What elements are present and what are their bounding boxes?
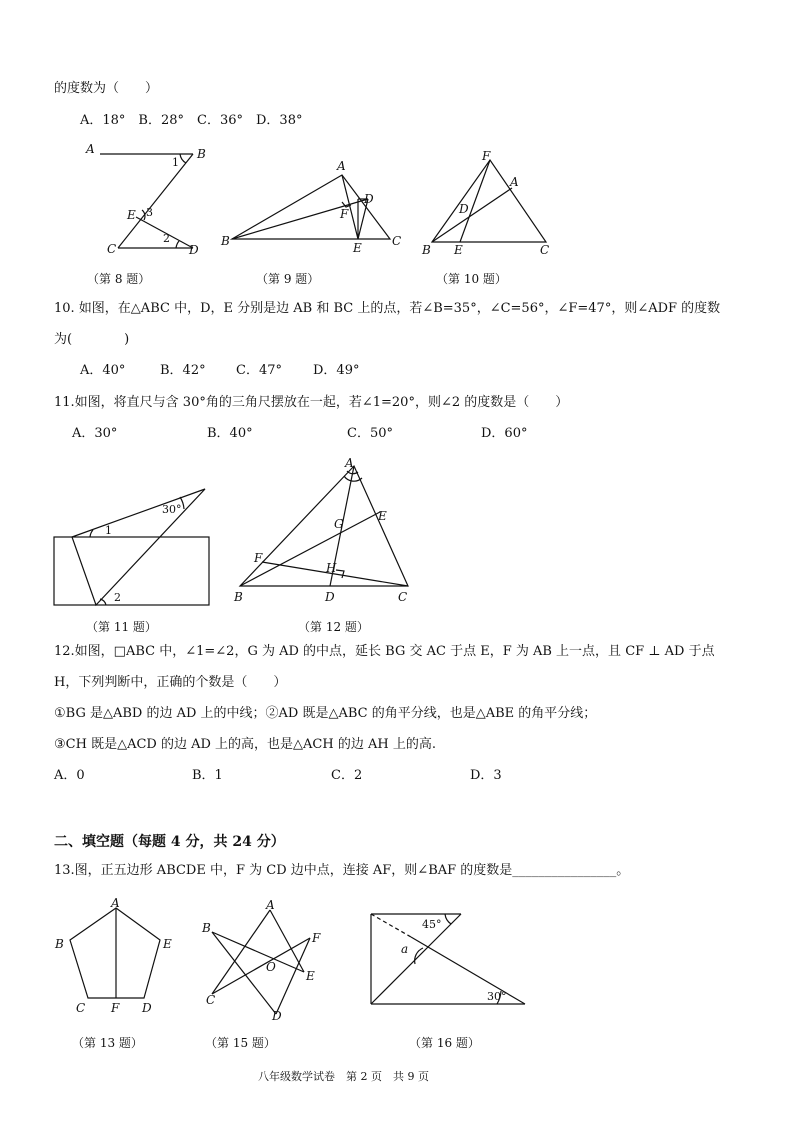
fig8-label-3: 3 [146, 206, 153, 219]
q10-stem-line2: 为( ) [54, 332, 130, 347]
figure-16 [365, 908, 535, 1008]
figure-9 [218, 155, 408, 255]
fig12-label-b: B [234, 590, 243, 604]
fig13-label-b: B [55, 937, 64, 951]
q10-option-c: C．47° [236, 363, 282, 378]
fig11-label-2: 2 [114, 591, 121, 604]
fig15-caption: （第 15 题） [205, 1036, 276, 1050]
fig11-label-1: 1 [105, 524, 112, 537]
fig13-caption: （第 13 题） [72, 1036, 143, 1050]
fig9-caption: （第 9 题） [256, 272, 320, 286]
fig16-label-a: a [401, 942, 409, 956]
q12-stem-line1: 12.如图，□ABC 中，∠1=∠2，G 为 AD 的中点，延长 BG 交 AC 于点 E，F 为 AB 上一点，且 CF ⊥ AD 于点 [54, 644, 715, 659]
fig8-caption: （第 8 题） [87, 272, 151, 286]
q12-option-c: C．2 [331, 768, 363, 783]
fig9-label-d: D [364, 192, 374, 206]
fig15-label-a: A [266, 898, 275, 912]
page-footer: 八年级数学试卷 第 2 页 共 9 页 [258, 1070, 429, 1083]
fig13-label-f: F [111, 1001, 120, 1015]
q11-option-d: D．60° [481, 426, 528, 441]
q10-stem-line1: 10. 如图，在△ABC 中，D，E 分别是边 AB 和 BC 上的点，若∠B=35°，∠C=56°，∠F=47°，则∠ADF 的度数 [54, 301, 721, 316]
q11-option-b: B．40° [207, 426, 253, 441]
figure-11 [50, 485, 215, 610]
q12-option-d: D．3 [470, 768, 502, 783]
q12-option-a: A．0 [54, 768, 85, 783]
fig8-label-b: B [197, 147, 206, 161]
figure-13 [52, 894, 182, 1019]
fig16-label-30: 30° [487, 990, 507, 1003]
q11-option-a: A．30° [72, 426, 118, 441]
fig15-label-d: D [272, 1009, 282, 1023]
q12-option-b: B．1 [192, 768, 223, 783]
fig9-label-e: E [353, 241, 362, 255]
fig11-caption: （第 11 题） [86, 620, 157, 634]
q10-option-b: B．42° [160, 363, 206, 378]
fig12-label-d: D [325, 590, 335, 604]
fig12-label-g: G [334, 517, 344, 531]
fig16-label-45: 45° [422, 918, 442, 931]
fig11-label-30: 30° [162, 503, 182, 516]
fig12-label-e: E [378, 509, 387, 523]
fig9-label-a: A [337, 159, 346, 173]
fig8-label-2: 2 [163, 232, 170, 245]
fig16-caption: （第 16 题） [409, 1036, 480, 1050]
fig8-label-a: A [86, 142, 95, 156]
fig10-label-e: E [454, 243, 463, 257]
fig10-label-a: A [510, 175, 519, 189]
q9-stem-tail: 的度数为（ ） [54, 81, 159, 96]
fig12-label-h: H [326, 561, 337, 575]
q11-stem: 11.如图，将直尺与含 30°角的三角尺摆放在一起，若∠1=20°，则∠2 的度数是（ ） [54, 395, 569, 410]
fig8-label-1: 1 [172, 156, 179, 169]
fig12-label-a: A [345, 456, 354, 470]
fig15-label-o: O [266, 960, 276, 974]
figure-12 [230, 458, 420, 608]
fig9-label-b: B [221, 234, 230, 248]
section-2-title: 二、填空题（每题 4 分，共 24 分） [54, 834, 285, 850]
fig12-label-f: F [254, 551, 263, 565]
fig10-label-b: B [422, 243, 431, 257]
q9-options: A．18° B．28° C．36° D．38° [80, 113, 303, 128]
fig8-label-c: C [107, 242, 117, 256]
fig15-label-b: B [202, 921, 211, 935]
fig13-label-e: E [163, 937, 172, 951]
q12-statement-3: ③CH 既是△ACD 的边 AD 上的高，也是△ACH 的边 AH 上的高. [54, 737, 436, 752]
fig10-label-f: F [482, 149, 491, 163]
q10-option-d: D．49° [313, 363, 360, 378]
q11-option-c: C．50° [347, 426, 393, 441]
fig9-label-c: C [392, 234, 402, 248]
fig8-label-e: E [127, 208, 136, 222]
fig15-label-e: E [306, 969, 315, 983]
fig13-label-d: D [142, 1001, 152, 1015]
fig15-label-c: C [206, 993, 216, 1007]
figure-8 [80, 142, 220, 257]
fig10-caption: （第 10 题） [436, 272, 507, 286]
q10-option-a: A．40° [80, 363, 126, 378]
fig13-label-a: A [111, 896, 120, 910]
figure-10 [420, 150, 560, 260]
fig10-label-c: C [540, 243, 550, 257]
q13-stem: 13.图，正五边形 ABCDE 中，F 为 CD 边中点，连接 AF，则∠BAF 的度数是________________。 [54, 863, 630, 878]
fig15-label-f: F [312, 931, 321, 945]
figure-15 [198, 896, 338, 1021]
fig8-label-d: D [189, 243, 199, 257]
fig13-label-c: C [76, 1001, 86, 1015]
fig9-label-f: F [340, 207, 349, 221]
fig12-caption: （第 12 题） [298, 620, 369, 634]
q12-stem-line2: H，下列判断中，正确的个数是（ ） [54, 675, 287, 690]
q12-statement-1-2: ①BG 是△ABD 的边 AD 上的中线；②AD 既是△ABC 的角平分线，也是△ABE 的角平分线； [54, 706, 597, 721]
fig12-label-c: C [398, 590, 408, 604]
fig10-label-d: D [459, 202, 469, 216]
